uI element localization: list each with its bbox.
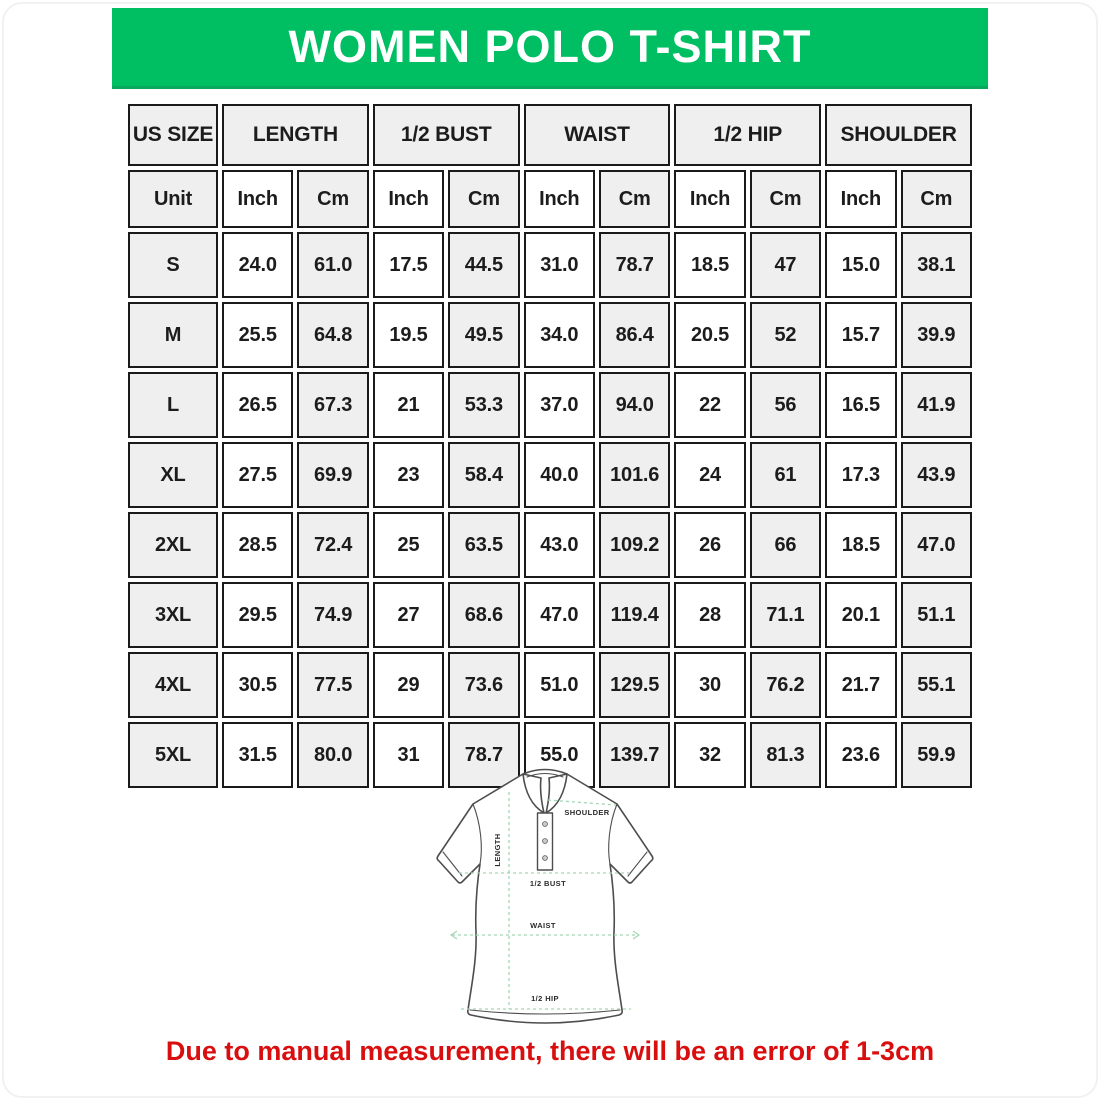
measurement-cell: 47.0 bbox=[901, 512, 972, 578]
measurement-cell: 76.2 bbox=[750, 652, 821, 718]
measurement-cell: 40.0 bbox=[524, 442, 595, 508]
polo-shirt-illustration bbox=[430, 762, 670, 1036]
unit-cell-inch-7: Inch bbox=[674, 170, 745, 228]
measurement-cell: 139.7 bbox=[599, 722, 670, 788]
size-label: 4XL bbox=[128, 652, 218, 718]
size-row-4xl bbox=[128, 652, 972, 718]
table-unit-row bbox=[128, 170, 972, 228]
measurement-cell: 41.9 bbox=[901, 372, 972, 438]
measurement-cell: 59.9 bbox=[901, 722, 972, 788]
measurement-cell: 22 bbox=[674, 372, 745, 438]
measurement-cell: 72.4 bbox=[297, 512, 368, 578]
measurement-cell: 15.7 bbox=[825, 302, 896, 368]
measurement-cell: 32 bbox=[674, 722, 745, 788]
size-label: M bbox=[128, 302, 218, 368]
measurement-cell: 51.0 bbox=[524, 652, 595, 718]
hip-label: 1/2 HIP bbox=[531, 994, 559, 1003]
column-group-waist: WAIST bbox=[524, 104, 671, 166]
measurement-cell: 74.9 bbox=[297, 582, 368, 648]
size-label: XL bbox=[128, 442, 218, 508]
measurement-cell: 66 bbox=[750, 512, 821, 578]
measurement-cell: 28.5 bbox=[222, 512, 293, 578]
measurement-cell: 67.3 bbox=[297, 372, 368, 438]
unit-cell-inch-9: Inch bbox=[825, 170, 896, 228]
size-row-3xl bbox=[128, 582, 972, 648]
measurement-cell: 29 bbox=[373, 652, 444, 718]
button-icon bbox=[543, 839, 548, 844]
measurement-cell: 81.3 bbox=[750, 722, 821, 788]
measurement-cell: 30.5 bbox=[222, 652, 293, 718]
measurement-cell: 56 bbox=[750, 372, 821, 438]
measurement-cell: 24.0 bbox=[222, 232, 293, 298]
measurement-cell: 25 bbox=[373, 512, 444, 578]
unit-cell-cm-2: Cm bbox=[297, 170, 368, 228]
measurement-cell: 58.4 bbox=[448, 442, 519, 508]
measurement-cell: 19.5 bbox=[373, 302, 444, 368]
measurement-cell: 18.5 bbox=[825, 512, 896, 578]
measurement-cell: 109.2 bbox=[599, 512, 670, 578]
unit-cell-cm-8: Cm bbox=[750, 170, 821, 228]
measurement-cell: 61.0 bbox=[297, 232, 368, 298]
page-title: WOMEN POLO T-SHIRT bbox=[288, 21, 812, 72]
column-group-1-2-bust: 1/2 BUST bbox=[373, 104, 520, 166]
measurement-cell: 71.1 bbox=[750, 582, 821, 648]
measurement-cell: 34.0 bbox=[524, 302, 595, 368]
measurement-cell: 27 bbox=[373, 582, 444, 648]
measurement-cell: 21.7 bbox=[825, 652, 896, 718]
size-label: S bbox=[128, 232, 218, 298]
measurement-cell: 28 bbox=[674, 582, 745, 648]
unit-cell-cm-6: Cm bbox=[599, 170, 670, 228]
table-group-header-row bbox=[128, 104, 972, 166]
measurement-cell: 78.7 bbox=[448, 722, 519, 788]
measurement-cell: 77.5 bbox=[297, 652, 368, 718]
measurement-cell: 23 bbox=[373, 442, 444, 508]
measurement-cell: 80.0 bbox=[297, 722, 368, 788]
measurement-cell: 25.5 bbox=[222, 302, 293, 368]
measurement-cell: 43.0 bbox=[524, 512, 595, 578]
button-icon bbox=[543, 822, 548, 827]
measurement-cell: 47.0 bbox=[524, 582, 595, 648]
measurement-cell: 119.4 bbox=[599, 582, 670, 648]
column-group-1-2-hip: 1/2 HIP bbox=[674, 104, 821, 166]
size-row-s bbox=[128, 232, 972, 298]
measurement-cell: 69.9 bbox=[297, 442, 368, 508]
column-group-shoulder: SHOULDER bbox=[825, 104, 972, 166]
column-group-length: LENGTH bbox=[222, 104, 369, 166]
measurement-cell: 16.5 bbox=[825, 372, 896, 438]
measurement-cell: 15.0 bbox=[825, 232, 896, 298]
measurement-cell: 26.5 bbox=[222, 372, 293, 438]
measurement-cell: 61 bbox=[750, 442, 821, 508]
measurement-cell: 20.1 bbox=[825, 582, 896, 648]
measurement-cell: 94.0 bbox=[599, 372, 670, 438]
measurement-cell: 20.5 bbox=[674, 302, 745, 368]
measurement-cell: 31.0 bbox=[524, 232, 595, 298]
measurement-disclaimer: Due to manual measurement, there will be an error of 1-3cm bbox=[165, 1036, 935, 1066]
size-label: L bbox=[128, 372, 218, 438]
measurement-cell: 31.5 bbox=[222, 722, 293, 788]
polo-measurement-diagram bbox=[430, 762, 670, 1036]
measurement-cell: 47 bbox=[750, 232, 821, 298]
measurement-cell: 38.1 bbox=[901, 232, 972, 298]
unit-cell-inch-1: Inch bbox=[222, 170, 293, 228]
unit-cell-inch-3: Inch bbox=[373, 170, 444, 228]
waist-label: WAIST bbox=[530, 921, 556, 930]
measurement-cell: 26 bbox=[674, 512, 745, 578]
unit-cell-inch-5: Inch bbox=[524, 170, 595, 228]
measurement-cell: 129.5 bbox=[599, 652, 670, 718]
shoulder-label: SHOULDER bbox=[564, 808, 610, 817]
measurement-cell: 27.5 bbox=[222, 442, 293, 508]
measurement-cell: 51.1 bbox=[901, 582, 972, 648]
size-label: 5XL bbox=[128, 722, 218, 788]
measurement-cell: 64.8 bbox=[297, 302, 368, 368]
unit-cell-cm-4: Cm bbox=[448, 170, 519, 228]
shirt-body-outline bbox=[437, 770, 653, 1024]
measurement-cell: 53.3 bbox=[448, 372, 519, 438]
size-chart-table bbox=[124, 100, 976, 792]
measurement-cell: 73.6 bbox=[448, 652, 519, 718]
size-label: 3XL bbox=[128, 582, 218, 648]
measurement-cell: 17.3 bbox=[825, 442, 896, 508]
measurement-cell: 21 bbox=[373, 372, 444, 438]
measurement-cell: 29.5 bbox=[222, 582, 293, 648]
unit-header: Unit bbox=[128, 170, 218, 228]
column-group-us-size: US SIZE bbox=[128, 104, 218, 166]
measurement-cell: 43.9 bbox=[901, 442, 972, 508]
size-row-m bbox=[128, 302, 972, 368]
measurement-cell: 37.0 bbox=[524, 372, 595, 438]
length-label: LENGTH bbox=[493, 833, 502, 867]
size-row-xl bbox=[128, 442, 972, 508]
measurement-cell: 44.5 bbox=[448, 232, 519, 298]
measurement-cell: 39.9 bbox=[901, 302, 972, 368]
size-label: 2XL bbox=[128, 512, 218, 578]
button-icon bbox=[543, 856, 548, 861]
measurement-cell: 31 bbox=[373, 722, 444, 788]
size-row-l bbox=[128, 372, 972, 438]
measurement-cell: 52 bbox=[750, 302, 821, 368]
measurement-cell: 55.1 bbox=[901, 652, 972, 718]
size-row-2xl bbox=[128, 512, 972, 578]
measurement-cell: 86.4 bbox=[599, 302, 670, 368]
measurement-cell: 49.5 bbox=[448, 302, 519, 368]
measurement-cell: 78.7 bbox=[599, 232, 670, 298]
measurement-cell: 30 bbox=[674, 652, 745, 718]
bust-label: 1/2 BUST bbox=[529, 879, 567, 888]
unit-cell-cm-10: Cm bbox=[901, 170, 972, 228]
measurement-cell: 101.6 bbox=[599, 442, 670, 508]
measurement-cell: 18.5 bbox=[674, 232, 745, 298]
measurement-cell: 24 bbox=[674, 442, 745, 508]
measurement-cell: 55.0 bbox=[524, 722, 595, 788]
measurement-cell: 63.5 bbox=[448, 512, 519, 578]
title-banner bbox=[112, 8, 988, 89]
measurement-cell: 23.6 bbox=[825, 722, 896, 788]
measurement-cell: 17.5 bbox=[373, 232, 444, 298]
measurement-cell: 68.6 bbox=[448, 582, 519, 648]
